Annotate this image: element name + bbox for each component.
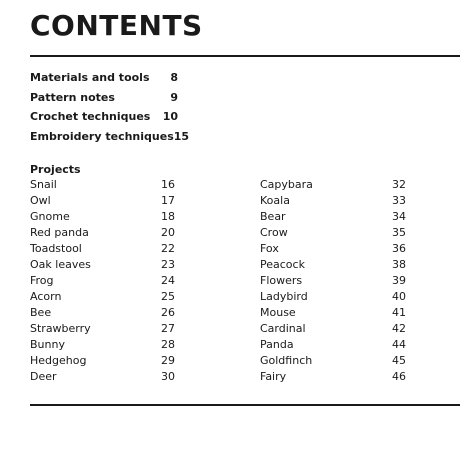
project-entry[interactable] [260,337,406,353]
project-entry[interactable] [30,369,175,385]
toc-entry-label: Crochet techniques [30,110,151,123]
project-label: Crow [260,226,288,239]
project-entry[interactable] [260,353,406,369]
project-entry[interactable] [30,337,175,353]
page-title: CONTENTS [30,9,203,42]
project-entry[interactable] [260,289,406,305]
project-entry[interactable] [260,257,406,273]
toc-entry[interactable] [30,127,190,147]
top-divider [30,55,460,57]
project-page: 30 [161,370,175,383]
project-page: 35 [392,226,406,239]
project-entry[interactable] [260,193,406,209]
project-label: Fox [260,242,279,255]
project-page: 25 [161,290,175,303]
project-label: Red panda [30,226,89,239]
project-label: Fairy [260,370,287,383]
project-page: 23 [161,258,175,271]
project-entry[interactable] [260,273,406,289]
project-entry[interactable] [30,273,175,289]
toc-entry[interactable] [30,68,178,88]
project-label: Frog [30,274,54,287]
toc-entry[interactable] [30,107,178,127]
project-page: 29 [161,354,175,367]
project-entry[interactable] [30,289,175,305]
project-page: 39 [392,274,406,287]
project-page: 18 [161,210,175,223]
project-entry[interactable] [260,177,406,193]
project-page: 40 [392,290,406,303]
project-page: 42 [392,322,406,335]
project-entry[interactable] [30,209,175,225]
toc-entry-page: 8 [170,71,178,84]
project-label: Bunny [30,338,65,351]
project-entry[interactable] [30,193,175,209]
project-label: Goldfinch [260,354,313,367]
project-entry[interactable] [30,177,175,193]
project-entry[interactable] [30,241,175,257]
project-label: Acorn [30,290,62,303]
project-label: Snail [30,178,57,191]
bottom-divider [30,404,460,406]
project-page: 24 [161,274,175,287]
project-page: 46 [392,370,406,383]
project-label: Gnome [30,210,70,223]
project-label: Peacock [260,258,305,271]
project-entry[interactable] [260,241,406,257]
project-page: 36 [392,242,406,255]
project-entry[interactable] [30,305,175,321]
project-label: Oak leaves [30,258,91,271]
project-page: 27 [161,322,175,335]
project-label: Cardinal [260,322,306,335]
project-entry[interactable] [260,305,406,321]
project-label: Deer [30,370,57,383]
project-label: Hedgehog [30,354,87,367]
toc-entry[interactable] [30,88,178,108]
project-entry[interactable] [30,257,175,273]
project-entry[interactable] [30,353,175,369]
project-label: Mouse [260,306,296,319]
project-page: 26 [161,306,175,319]
toc-entry-label: Materials and tools [30,71,150,84]
projects-column-left [30,177,175,385]
toc-entry-label: Pattern notes [30,90,115,104]
projects-column-right [260,177,406,385]
project-entry[interactable] [260,225,406,241]
project-label: Strawberry [30,322,91,335]
toc-entry-page: 9 [170,90,178,104]
project-entry[interactable] [260,321,406,337]
toc-entry-label: Embroidery techniques [30,129,174,143]
project-page: 34 [392,210,406,223]
project-label: Koala [260,194,290,207]
toc-entry-page: 10 [162,110,178,123]
project-page: 38 [392,258,406,271]
project-page: 17 [161,194,175,207]
toc-entry-page: 15 [173,129,190,143]
project-page: 41 [392,306,406,319]
project-page: 16 [161,178,175,191]
project-entry[interactable] [260,209,406,225]
project-page: 22 [161,242,175,255]
project-entry[interactable] [260,369,406,385]
project-page: 28 [161,338,175,351]
project-label: Flowers [260,274,303,287]
project-entry[interactable] [30,321,175,337]
project-label: Panda [260,338,294,351]
project-page: 44 [392,338,406,351]
project-label: Ladybird [260,290,308,303]
project-page: 45 [392,354,406,367]
project-label: Bee [30,306,52,319]
project-label: Toadstool [30,242,82,255]
project-page: 32 [392,178,406,191]
project-label: Owl [30,194,51,207]
project-page: 20 [161,226,175,239]
project-page: 33 [392,194,406,207]
project-label: Capybara [260,178,313,191]
project-label: Bear [260,210,286,223]
project-entry[interactable] [30,225,175,241]
main-toc [30,68,190,146]
projects-heading: Projects [30,163,81,176]
